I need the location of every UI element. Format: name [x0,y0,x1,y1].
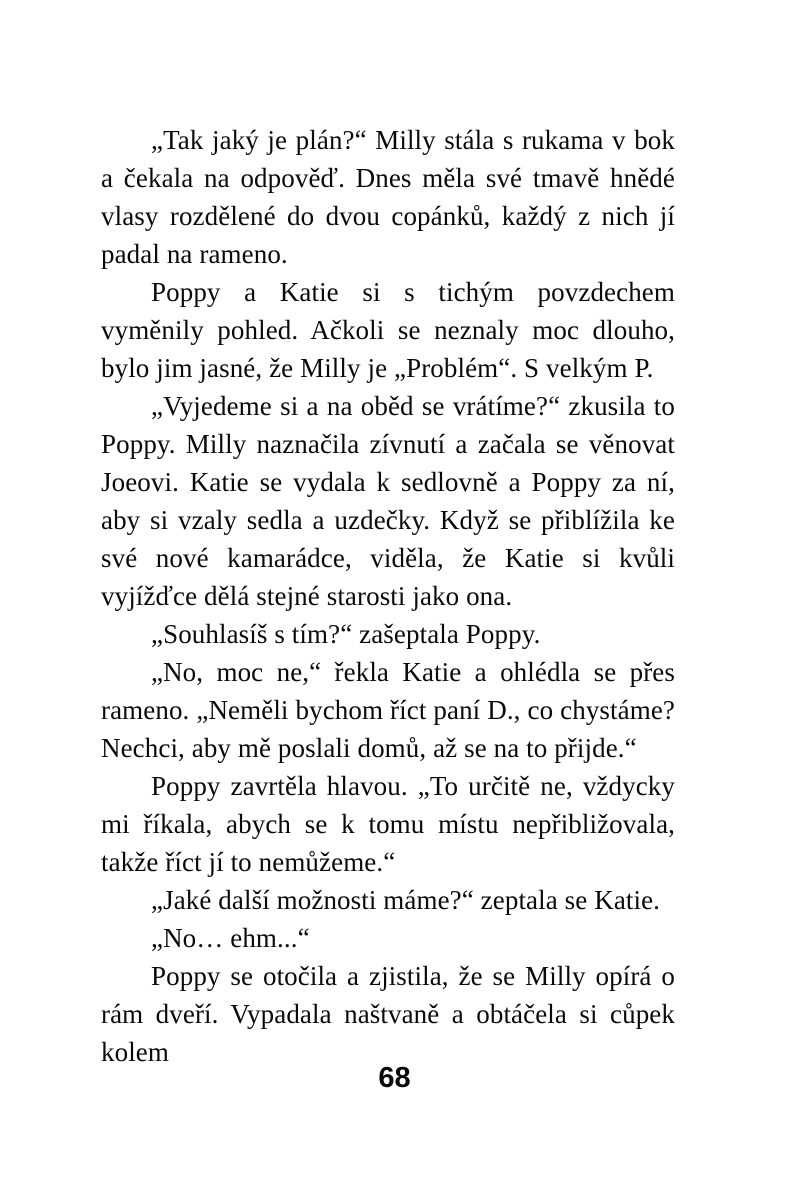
paragraph: „Souhlasíš s tím?“ zašeptala Poppy. [151,619,541,649]
paragraph: „Jaké další možnosti máme?“ zeptala se Katie. [151,885,661,915]
paragraph: „Tak jaký je plán?“ Milly stála s rukama v bok a čekala na odpověď. Dnes měla své tmavě hnědé vlasy rozdělené do dvou copánků, každý z nich jí padal na rameno. [101,125,675,269]
paragraph: „No… ehm...“ [151,923,310,953]
paragraph: „Vyjedeme si a na oběd se vrátíme?“ zkusila to Poppy. Milly naznačila zívnutí a začala se věnovat Joeovi. Katie se vydala k sedlovně a Poppy za ní, aby si vzaly sedla a uzdečky. Když se přiblížila ke své nové kamarádce, viděla, že Katie si kvůli vyjížďce dělá stejné starosti jako ona. [101,391,675,611]
page-number: 68 [378,1062,411,1094]
paragraph: Poppy se otočila a zjistila, že se Milly opírá o rám dveří. Vypadala naštvaně a obtáčela si cůpek kolem [101,961,675,1067]
paragraph: Poppy zavrtěla hlavou. „To určitě ne, vždycky mi říkala, abych se k tomu místu nepřibližovala, takže říct jí to nemůžeme.“ [101,771,675,877]
paragraph: „No, moc ne,“ řekla Katie a ohlédla se přes rameno. „Neměli bychom říct paní D., co chystáme? Nechci, aby mě poslali domů, až se na to přijde.“ [101,657,675,763]
paragraph: Poppy a Katie si s tichým povzdechem vyměnily pohled. Ačkoli se neznaly moc dlouho, bylo jim jasné, že Milly je „Problém“. S velkým P. [101,277,675,383]
body-text [101,121,675,1071]
